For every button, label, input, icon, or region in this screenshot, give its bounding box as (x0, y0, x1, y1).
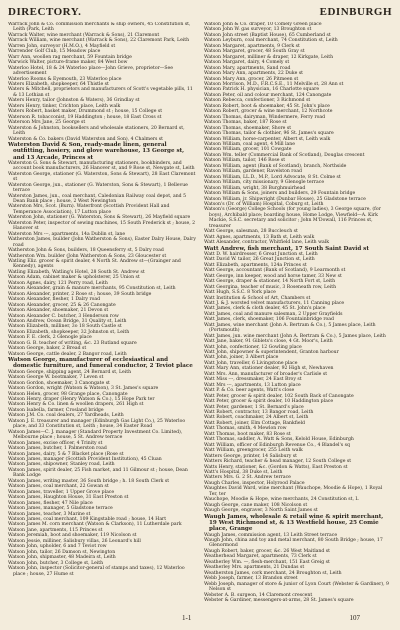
directory-entry: Waters Robert, basket maker, Drummond st ; house, 15 College st (8, 109, 163, 115)
directory-entry: Watson George, baker, 2 Bread st (8, 346, 87, 352)
directory-entry: Watson Helen, grocer, 98 Grange place, Canongate (8, 391, 128, 397)
directory-entry: Watson William, city missionary, 9 Glenogle terrace (204, 180, 325, 186)
directory-entry: Watson James, spirit dealer, 25 Fish market, and 11 Gilmour st ; house, Dean Bank Lodge (8, 467, 188, 479)
directory-entry: Watson Margaret, dairy, 4 Comely st (204, 60, 290, 66)
directory-entry: Watt Mrs. Ann, manufacturer of broader's Carlisle st (204, 371, 328, 377)
directory-entry: Watson Henry & Co. linen & woollen drapers, 261 High st (8, 402, 144, 408)
directory-entry: Watson William, tailor, 146 Rose st (204, 158, 286, 164)
directory-entry: Watson Margaret, grocer, 48 South Gray st (204, 49, 305, 55)
directory-entry: Watson James, butcher, 1 Palmerston road (8, 446, 107, 452)
directory-entry: Waters & Mitchell, proprietors and manufacturers of Scott's vegetable pills, 11 & 13 Lothian st (8, 87, 193, 98)
directory-entry: Watson John, butcher, 3 College st, Leith (8, 560, 104, 566)
directory-entry: Waterston George, jun., stationer (G. Waterston, Sons & Stewart), 1 Bellevue terrace (8, 182, 188, 194)
directory-entry: Watson Alexander, grocer, 25 & 26 Canongate (8, 302, 116, 308)
directory-entry: Watt Mrs ---, apartments, 13 Lutton place (204, 382, 301, 388)
directory-entry: Waterston David & Son, ready-made linen, general outfitting, hosiery, and glove warehouse, 13 George st, and 13 Arcade, Princes st (8, 141, 185, 161)
directory-entry: Webb Joseph, manager of store & junior of Lyon Court (Webster & Gardiner), 9 Nelson st (204, 581, 389, 593)
directory-entry: Watson F. E. clerk, 2 Glenogle place (8, 335, 92, 341)
directory-entry: Watson James, Haughton House, 31 East Preston st (8, 495, 129, 501)
directory-entry: Watson Gordon, wright (Watson & Watson), 3 St. James's square (8, 386, 159, 392)
directory-entry: Watt P. & Co. beer agents, Watt's close (204, 388, 295, 394)
directory-entry: Watt James, wine merchant (John A. Bertram & Co.), 5 James place, Leith (Portsmouth) (204, 322, 376, 334)
directory-entry: Watson G. B. teacher of writing, &c. 23 Rutland square (8, 340, 137, 346)
directory-entry: Watson William, wright, 38 Burghmuirhead (204, 185, 306, 191)
directory-entry: Warren John, surveyor (H.M.O.), 4 Mayfield st (8, 43, 116, 49)
directory-entry: Waterston James, jun., coal merchant, Caledonian Railway coal depot, and 5 Dean Bank place ; house, 2 West Newington (8, 193, 186, 205)
directory-entry: Watts Henry, stationer, &c. (Gordon & Watts), East Preston st (204, 464, 348, 470)
directory-entry: Watson James, shipowner, Stanley road, Leith (8, 462, 115, 468)
directory-entry: Watson James, traveller, 1 Upper Grove place (8, 489, 115, 495)
directory-entry: Waugh John, china and toy and metal merchant, 80 South Bridge ; house, 17 Glenormond (204, 537, 383, 549)
directory-entry: Watt Peter, grocer & spirit dealer, 10 Haddington place (204, 399, 334, 405)
directory-entry: Waterston George, stationer (G. Waterston, Sons & Stewart), 28 East Claremont st (8, 171, 196, 183)
directory-entry: Watt's Hospital, 38 Duke st, Leith (204, 470, 283, 475)
directory-entry: Watson John, inspector (Solicitor-general of stamps and taxes), 12 Waterloo place ; house, 27 Hume st (8, 566, 185, 577)
directory-entry: Watt William, greengrocer, 255 Leith walk (204, 448, 303, 454)
directory-entry: Watt J. & J. worsted velvet manufacturers, 11 Canning place (204, 300, 345, 306)
directory-entry: Watson George, cattle dealer, 2 Bangor road, Leith (8, 351, 127, 357)
directory-entry: Watling Eliz. grocer & spirit dealer, 4 North St. Andrew st—(Grainger and Kennedy), agents (8, 259, 181, 270)
directory-entry: Watt Robert, joiner, Elm Cottage, Bankfield (204, 420, 305, 426)
header-right-title: EDINBURGH (319, 6, 392, 18)
directory-entry: Watson Alexander, grain & manure merchants, 95 Constitution st, Leith (8, 286, 176, 292)
directory-entry: Watson John, shipmaster, 48 Madeira st, Leith (8, 555, 116, 561)
directory-entry: Watson's (George) College Schools (for young ladies), 3 George square, (for boys), Archibald place; boarding house, Home Lodge, Viewfield—A. Kirk Mackie, S.S.C. secretary and solicitor ; John M'Dowall, 116 Princes st, treasurer (204, 207, 381, 229)
directory-entry: Watson James, manager (Scottish Provident Institution), 45 Cluan (8, 457, 162, 463)
directory-entry: Watt Mary Ann, stationer dealer, 92 High st, Newhaven (204, 366, 334, 372)
directory-entry: Waters Henry, tinker, Crichton place, Leith walk (8, 103, 121, 109)
directory-entry: Watt George, draper & stationer, 14 North Fort st, Leith (204, 279, 336, 285)
directory-entry: Watson J. E. treasurer and manager (Edinburgh Gas Light Co.), 25 Waterloo place, and 33 Constitution st, Leith ; house, 34 Easter Road (8, 418, 186, 430)
directory-entry: Watson Andrew, Ocean Bridge, 31 Quality st, Leith (8, 319, 127, 324)
directory-entry: Waugh James, wholesale & retail wine & spirit merchant, 19 West Richmond st, & 13 Westfield house, 25 Comie place, Grange (204, 513, 384, 533)
directory-entry: Watherston James, builder (John Watherston & Sons), Easter Dalry House, Dalry road (8, 237, 196, 248)
directory-entry: Warrack William, wine merchant (Warrack & Sons), 22 Claremont Park, Leith (8, 38, 190, 44)
directory-entry: Watson James, coal merchant, 22 Gowan st (8, 484, 109, 490)
directory-entry: Waterston G. Sons & Stewart, manufacturing stationers, bookbinders, and account book manufacturers, 26 Hanover st, and 9 Rose st, Newgate st, Leith (8, 160, 195, 172)
directory-entry: Watt Hugh, S.S.C. 8 York place (204, 290, 276, 296)
directory-entry: Watson Alexander, flesher, 1 Dalry road (8, 297, 101, 303)
directory-entry: Watt Institution & School of Art, Chambers st (204, 295, 311, 301)
directory-entry: Watson Adam, cabinet maker & upholsterer, 25 Union st (8, 275, 140, 281)
directory-entry: Watt Peter, gardener, 1 St. Bernard's place (204, 404, 304, 410)
directory-entry: Watson James, excise officer, 4 Trinity st (8, 440, 103, 446)
directory-entry: Watters George, printer, 14 Salisbury st (204, 453, 297, 459)
directory-entry: Watt Thomas, smith, 4 Mewlon row (204, 426, 287, 432)
directory-entry: Watt James, coal and manure salesman, 2 Upper Grayfields (204, 311, 343, 317)
directory-entry: Webster & Gardiner, messengers-at-arms, 28 St. James's square (204, 597, 354, 603)
directory-entry: Waterston Peter, inspector of sewing machines, 15 South Frederick st ; house, 2 Hanover st (8, 220, 196, 232)
directory-entry: Watson Wm. teller (Commercial Bank of Scotland), Douglas crescent (204, 152, 365, 158)
directory-entry: Webb Joseph, farmer, 13 Brandon street (204, 576, 298, 582)
directory-entry: Watt Alexander, contractor, Whitfield lane, Leith walk (204, 240, 330, 246)
page-header (8, 6, 392, 20)
directory-entry: Watt George, accountant (Bank of Scotland), 9 Learmonth st (204, 268, 346, 274)
directory-entry: Waterston & Co. bakers (David Waterston and Son), 4 Chalmers st (8, 136, 163, 142)
directory-entry: Watson Gordon, shoemaker, 3 Canongate st (8, 380, 110, 386)
directory-entry: Waters Henry, tailor (Johnston & Waters), 36 Grindlay st (8, 98, 140, 104)
directory-entry: Watson John W. gas surveyor, 13 Broughton st (204, 27, 312, 33)
directory-entry: Watson Jeremiah, boot and shoemaker, 119 Nicolson st (8, 533, 137, 539)
directory-entry: Watson Mary, apartments, Sand road (204, 65, 291, 71)
directory-column-left (8, 22, 196, 620)
directory-entry: Watt James, clerk & cloth dealer, 45 St. John's place (204, 306, 326, 312)
directory-entry: Watson William, coal agent, 4 Mill lane (204, 141, 295, 147)
directory-entry: Watson Mary Ann, apartments, 22 Duke st (204, 71, 304, 77)
directory-entry: Watson Alexander, shoemaker, 21 Devon st (8, 308, 109, 314)
directory-entry: Watt Elizabeth, apartments, 124a Princes st (204, 262, 307, 268)
directory-entry: Watt Andrew, fish merchant, 17 South Saint David st (204, 245, 369, 252)
directory-entry: Watson Thomas, tailor & clothier, 96 St. James's square (204, 131, 334, 137)
directory-entry: Watt Peter, grocer & spirit dealer, 102 South Back of Canongate (204, 393, 354, 399)
directory-entry: Watson John street (Baptist House), 65 Cumberland st (204, 32, 331, 38)
directory-entry: Wauchope, Moodie & Hope, wine merchants, 24 Constitution st, L (204, 497, 359, 503)
directory-entry: Watters Richard, teacher & head manager, 12 South College st (204, 459, 352, 465)
directory-entry: Warwick Walter, picture-frame maker, 84 West bow (8, 60, 128, 66)
directory-entry: Watling Elizabeth, Watling's Hotel, 28 South St. Andrew st (8, 269, 145, 275)
directory-entry: Waterston John, stationer (G. Waterston, Sons & Stewart), 26 Mayfield square (8, 215, 191, 221)
directory-entry: Watt Thomas, saddler, A. Watt & Sons, Kelold House, Edinburgh (204, 437, 354, 443)
directory-entry: Waterson R. tobacconist, 19 Haddington ; house, 18 East Cross st (8, 114, 162, 120)
header-left-title: DIRECTORY. (8, 6, 82, 18)
directory-entry: Watt John, shipowner & superintendent, Granton harbour (204, 350, 339, 356)
directory-entry: Waugh Robert, baker, grocer, &c. 26 West Maitland st (204, 548, 330, 554)
directory-entry: Watson Peter, oil and colour merchant, 124 Canongate (204, 92, 332, 98)
directory-entry: Watson George W. bootmaker, 7 Leven st (8, 375, 104, 381)
directory-entry: Watson John, tailor, 26 Damson st, Newington (8, 549, 116, 555)
directory-entry: Watson William, agent (Bank of Scotland), branch, Northside (204, 163, 347, 169)
directory-entry: Watson Elizabeth, shopkeeper, 32 Johnston st, Leith (8, 329, 130, 335)
directory-entry: Waterston Mrs ---, apartments, 14a Dublin st, lane (8, 231, 126, 237)
directory-entry: Waughtes David Ward, wine merchant (Wauchope, Moodie & Hope), 1 Royal Ter, ter (204, 486, 383, 497)
directory-columns (8, 22, 392, 620)
directory-entry: Watson William, jr. Shipwright (Dunbar House), 25 Gladstone terrace (204, 196, 366, 202)
directory-entry: Watson George, shipping agent, 24 Bernard st, Leith (8, 369, 132, 375)
directory-entry: Watherston John & Sons, builders, 18 Queensferry st, 5 Dalry road (8, 248, 164, 254)
directory-entry: Watson Mary Ann, grocer, 26 Pitmeen st (204, 76, 299, 82)
directory-entry: Watt James, jun. wine merchant (John A. Bertram & Co.), 5 James place, Leith (204, 333, 386, 339)
directory-entry: Watt Thomas, boot maker, 83 Rose st (204, 431, 291, 437)
directory-column-right (204, 22, 392, 620)
directory-entry: Waugh James, commission agent, 13 Leith Street terrace (204, 532, 338, 538)
directory-entry: Watherston Wm. builder (John Watherston & Sons, 23 Gloucester st (8, 253, 167, 259)
directory-entry: Watson Rebecca, confectioner, 3 Richmond st (204, 98, 311, 104)
directory-entry: Watt Robert, coachmaker, 24 Albert st, Leith (204, 415, 309, 421)
directory-entry: Watson James M. corn merchant (Watson & Clarkson), 11 Lutherdale park (8, 522, 182, 528)
directory-entry: Watson James, flesher, 47 Nile place (8, 500, 93, 506)
directory-entry: Watson Thomas, shoemaker, Shore st (204, 125, 292, 131)
directory-entry: Watt George, inn keeper, wood and horse tamer, 33 New st (204, 273, 342, 279)
directory-entry: Waugh George, engraver, 3 North Saint James st (204, 508, 318, 514)
directory-entry: Waterloo Hotel, 18 & 24 Waterloo place—John Grieve, proprietor—See advertisement (8, 65, 173, 77)
directory-entry: Watson Alexander, printer, 2 Rose st ; house, 39 South bridge (8, 291, 152, 297)
directory-entry: Waterloo Rooms & Eyemouth, 23 Waterloo place (8, 76, 122, 82)
directory-entry: Webster A. B. surgeon, 14 Claremont crescent (204, 592, 313, 598)
directory-entry: Watson Thomas, baker, 187 Rose st (204, 120, 287, 126)
page-number: 107 (349, 614, 360, 622)
directory-entry: Watt Georgina, teacher of music, 3 Roseneath row, Leith (204, 284, 337, 290)
directory-entry: Watson Thomas, dairyman, Windermere, Ferry road (204, 114, 326, 120)
directory-entry: Waugh Charles, inspector, Holyrood Palace (204, 480, 305, 486)
directory-entry: Weatherley Wm. —, flesh-merchant, 151 East Greig st (204, 559, 330, 565)
directory-entry: Watt John, joiner, 3 Albert place (204, 355, 279, 361)
directory-entry: Watson William & Sons, joiners and builders, 29 Fountain bridge (204, 191, 356, 197)
directory-entry: Watt John, confectioner, 12 Gowling place (204, 344, 302, 350)
directory-entry: Waterston & Johnston, booksellers and wholesale stationers, 20 Bernard st, Leith (8, 125, 185, 137)
directory-entry: Watson Robert, boot & shoemaker, 45 St. John's place (204, 103, 330, 109)
directory-entry: Watson James, teacher, 3 Marine st (8, 511, 91, 517)
directory-entry: Watt William, officer of Edinburgh Revenue Co., 4 Blandel's sq (204, 442, 350, 448)
directory-entry: Watson Agnes, dairy, 121 Perry road, Leith (8, 280, 108, 286)
directory-entry: Watson John, upholder, 6 and 7 Teviot row (8, 544, 107, 550)
directory-entry: Watt Miss ---, dressmaker, 24 East Broy st (204, 377, 302, 383)
directory-entry: Watson James, writing master, 36 South bridge ; h. 18 South Clerk st (8, 478, 170, 484)
directory-entry: Watson's (Dr. of William) Hospital, Coburg st, Leith (204, 201, 324, 207)
directory-entry: Watson Jessie, milliner, Salisbury villas, 26 Leonard's hill (8, 538, 141, 544)
page-footer (0, 614, 400, 624)
directory-entry: Warrender Golf Club, 15 Meadow place (8, 49, 101, 55)
directory-entry: Watson Margaret, apartments, 9 Clerk st (204, 43, 300, 49)
directory-entry: Warrack Walter, wine merchant (Warrack & Sons), 21 Claremont (8, 32, 160, 38)
directory-entry: Watt George, salesman, 28 Buccleuch st (204, 229, 298, 235)
directory-entry: Watson James, coal merchant, 109 Kingstable road ; house, 14 Hart (8, 517, 167, 522)
directory-entry: Watt John, traveller, 6 Livingstone place (204, 360, 298, 366)
directory-entry: Watson Alexander C. butcher, 3 Henderson row (8, 313, 119, 319)
directory-entry: Watson Margaret, milliner & draper, 12 Kirkgate, Leith (204, 54, 334, 60)
directory-entry: Watson Elizabeth, milliner, 3o 18 South Castle st (8, 324, 122, 330)
directory-entry: Watson Morrison, M.D., F.R.C.S.E., 11 Melville st, 28 Ann st (204, 81, 344, 87)
directory-entry: Warr Ann, woollen rag merchant, 59 Fountain bridge (8, 54, 132, 60)
directory-entry: Watson Leyburn, coal merchant, 74 Constitution st, Leith (204, 38, 338, 44)
directory-entry: Watt D. W. hairdresser, 6 Great Junction st, Leith (204, 251, 318, 257)
directory-entry: Watson William, horse-carpenter, Albert st, Leith walk (204, 136, 331, 142)
directory-entry: Weatherley Mrs. apartments, 21 Dundas st (204, 565, 305, 571)
signature-mark: 1-1 (182, 614, 192, 622)
directory-entry: Watson Isabella, farmer, Crosland bridge (8, 407, 104, 413)
directory-entry: Watt David W. tailor, 26 Great Junction st, Leith (204, 257, 315, 263)
directory-entry: Watson Robert, grocer & wine merchant, 12 Northcote (204, 109, 333, 115)
directory-entry: Weatherhead Margaret, apartments, 73 Clerk st (204, 554, 317, 560)
directory-entry: Watson John & Co. draper, 10 Comely Green place (204, 22, 322, 27)
directory-entry: Watson George, manufacturer of ecclesiastical and domestic furniture, and funeral conductor, 2 Teviot place (8, 357, 193, 370)
directory-entry: Waterson Mrs Jane, 25 George st (8, 120, 86, 126)
directory-entry: Waters Elizabeth, shopkeeper, 64 Thistle st (8, 81, 109, 87)
directory-entry: Watson James—C. J. manager (Standard Property Investment Co. Limited), Melbourne place ; house, 5 St. Andrew terrace (8, 429, 183, 441)
directory-entry: Watters Mrs. G. 2 St. Andrew terrace (204, 475, 291, 481)
directory-entry: Waterston Mrs, Scot. (Burn). Waterfront (Scottish Provident Hall and Temperance Association), 17 Lutton place (8, 204, 170, 215)
directory-entry: Watt Jane, baker, 91 Giblets's close, 4 Gt. Moor's, Leith (204, 339, 333, 345)
directory-entry: Warrack John & Co. commission merchants & ship owners, 45 Constitution st, Leith (Park, Leith (8, 22, 191, 33)
directory-entry: Watson James, manager, 5 Gladstone terrace (8, 506, 113, 512)
directory-entry: Watson Jane, apartments, 115 Princes st (8, 527, 103, 533)
directory-entry: Watson James, dairy, 5 & 7 Blacket place (Rose st (8, 451, 124, 457)
directory-entry: Watson William, grocer, 101 Cowgate (204, 147, 292, 153)
directory-entry: Waugh George, cane maker, 108 Nicolson st (204, 502, 308, 508)
directory-entry: Watson William, LL.D., M.P., Lord Advocate, 8 St. Colme st (204, 174, 341, 180)
directory-entry: Watt Agnes, apartments, 13 Bath st, Leith walk (204, 234, 315, 240)
directory-entry: Weatherston James, cork merchant, 24 Broughton st, Leith (204, 570, 342, 576)
directory-entry: Watson Henry, draper (Henry Watson & Co.), 15 Hope Park ter (8, 397, 155, 403)
directory-entry: Watson Patrick H. physician, 16 Charlotte square (204, 87, 320, 93)
directory-entry: Watson William, gardener, Ravelston road (204, 169, 302, 175)
directory-entry: Watson J.M. Co. coal dealers, 27 Yardheads, Leith (8, 413, 124, 419)
directory-entry: Watt Robert, contractor, 13 Bangor road, Leith (204, 410, 314, 416)
directory-entry: Watt James, clerk, shoemaker, 106 Fountainbridge road (204, 317, 334, 323)
